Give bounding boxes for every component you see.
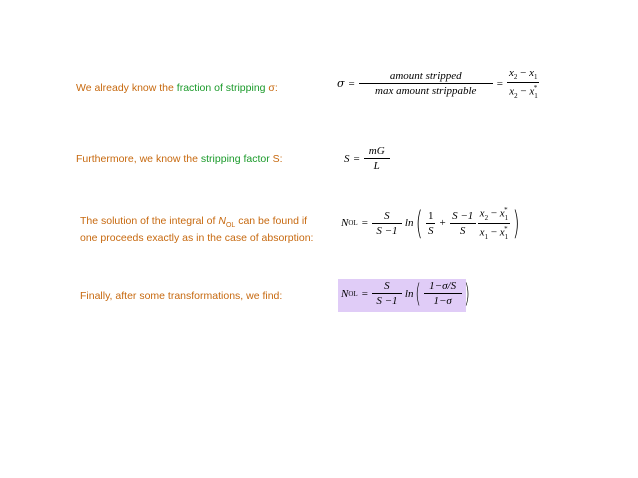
equation-stripping-factor: S = $\frac{mG}{L}$ — [344, 145, 390, 172]
final-result-text: Finally, after some transformations, we find: — [80, 290, 283, 302]
eq2-numerator: mG — [368, 145, 385, 157]
eq1-denominator: max amount strippable — [375, 85, 477, 98]
eq1-numerator: amount stripped — [389, 70, 462, 83]
n-symbol: N — [341, 287, 349, 300]
ln-symbol: ln — [404, 287, 414, 300]
text-part: Furthermore, we know the — [76, 153, 201, 165]
eq4-denominator: 1−σ — [433, 295, 452, 307]
text-part: S: — [269, 153, 283, 165]
text-part: σ: — [265, 82, 278, 94]
stripping-factor-text — [76, 153, 283, 166]
eq2-denominator: L — [373, 160, 380, 172]
ln-symbol: ln — [404, 217, 414, 230]
highlight-term: stripping factor — [200, 153, 270, 165]
integral-solution-text: The solution of the integral of $N_{OL}$ can be found if one proceeds exactly as in the case of absorption: — [80, 215, 314, 245]
equation-sigma: σ = $\frac{\text{amount stripped}}{\text{max amount strippable}}$ = $\frac{x_2 - x_1}{x_2 - x_1^*}$ — [337, 67, 538, 101]
equation-nol-general: N OL = $\frac{S}{S -1}$ ln ( $\frac{1}{S}$ + $\frac{S -1}{S}$ $\frac{x_2 - x_1^*}{x_1 - x_1^*}$ ) — [341, 204, 520, 243]
fraction-stripping-text — [76, 82, 278, 95]
s-symbol: S — [344, 152, 350, 165]
equation-nol-final: N OL = $\frac{S}{S -1}$ ln ( $\frac{1-\sigma/S}{1-\sigma}$ ) — [341, 278, 470, 309]
text-part: We already know the — [76, 82, 177, 94]
n-symbol: N — [341, 217, 349, 230]
sigma-symbol: σ — [337, 77, 345, 91]
text-line: one proceeds exactly as in the case of absorption: — [80, 232, 314, 245]
highlight-term: fraction of stripping — [176, 82, 266, 94]
eq4-numerator: 1−σ/S — [429, 280, 457, 292]
